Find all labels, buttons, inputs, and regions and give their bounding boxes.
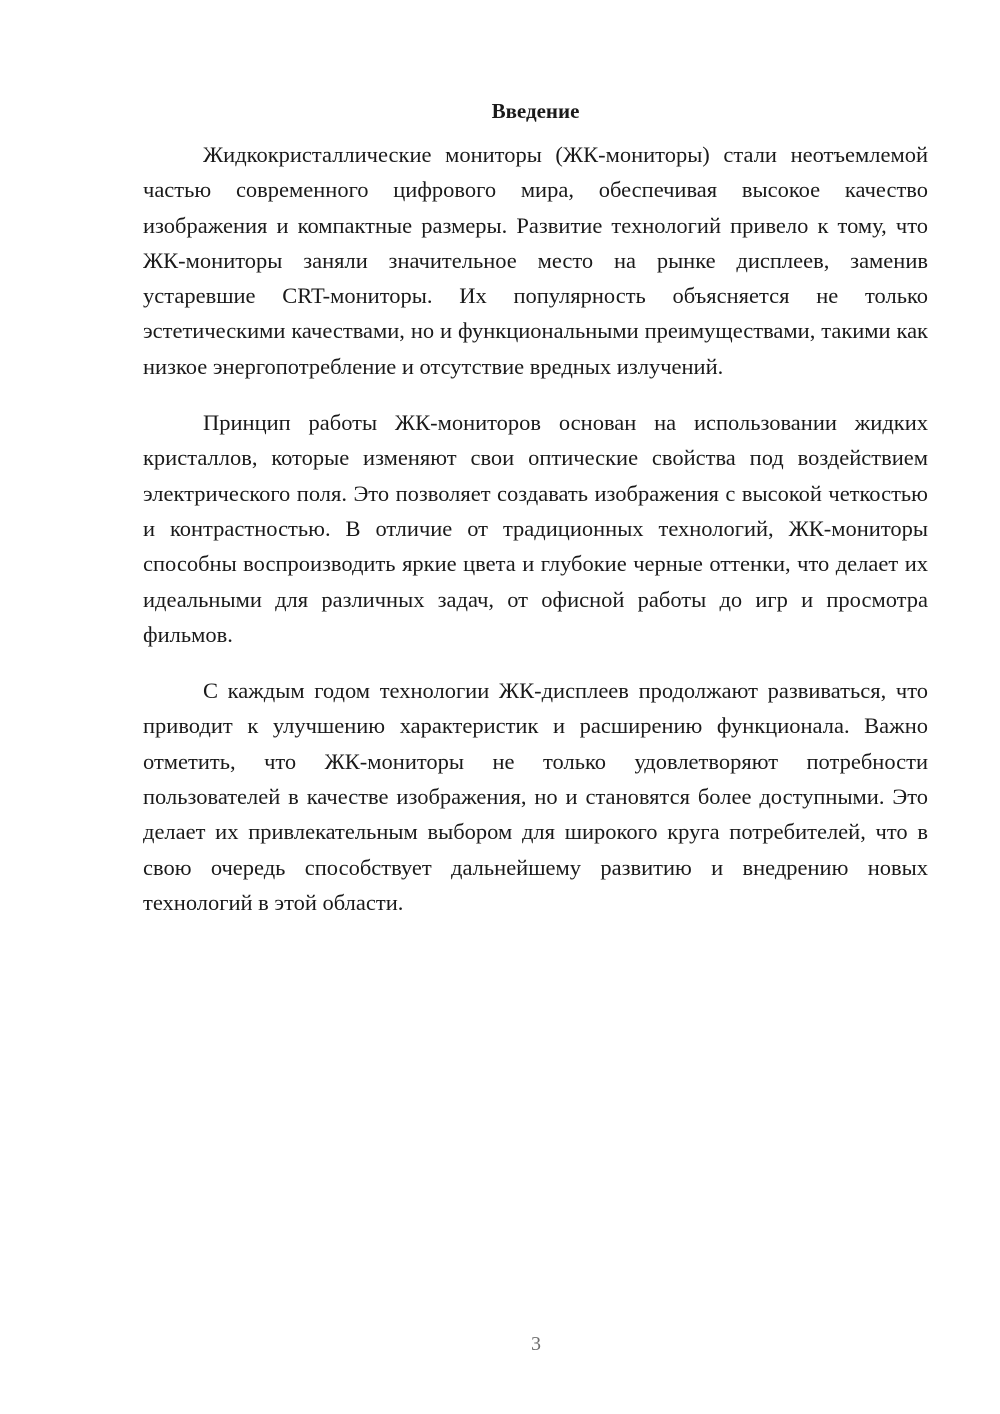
paragraph-1: Жидкокристаллические мониторы (ЖК-мониторы) стали неотъемлемой частью современного цифрового мира, обеспечивая высокое качество изображения и компактные размеры. Развитие технологий привело к тому, что ЖК-мониторы заняли значительное место на рынке дисплеев, заменив устаревшие CRT-мониторы. Их популярность объясняется не только эстетическими качествами, но и функциональными преимуществами, такими как низкое энергопотребление и отсутствие вредных излучений. <box>143 142 928 379</box>
page-content <box>143 96 928 941</box>
paragraph-2: Принцип работы ЖК-мониторов основан на использовании жидких кристаллов, которые изменяют свои оптические свойства под воздействием электрического поля. Это позволяет создавать изображения с высокой четкостью и контрастностью. В отличие от традиционных технологий, ЖК-мониторы способны воспроизводить яркие цвета и глубокие черные оттенки, что делает их идеальными для различных задач, от офисной работы до игр и просмотра фильмов. <box>143 410 928 647</box>
paragraph-3: С каждым годом технологии ЖК-дисплеев продолжают развиваться, что приводит к улучшению характеристик и расширению функционала. Важно отметить, что ЖК-мониторы не только удовлетворяют потребности пользователей в качестве изображения, но и становятся более доступными. Это делает их привлекательным выбором для широкого круга потребителей, что в свою очередь способствует дальнейшему развитию и внедрению новых технологий в этой области. <box>143 678 928 915</box>
section-heading: Введение <box>491 99 580 123</box>
page-number: 3 <box>531 1333 541 1355</box>
